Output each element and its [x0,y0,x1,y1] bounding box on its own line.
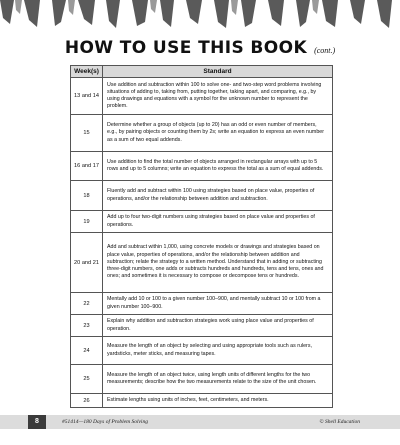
column-header-weeks: Week(s) [71,66,103,78]
decorative-stripe-band [0,0,400,30]
table-row [71,115,333,152]
week-cell: 16 and 17 [71,152,103,181]
table-row [71,152,333,181]
standard-cell: Add up to four two-digit numbers using strategies based on place value and properties of operations. [103,211,333,233]
table-row [71,233,333,293]
week-cell: 26 [71,394,103,408]
table-row [71,365,333,394]
standard-cell: Determine whether a group of objects (up to 20) has an odd or even number of members, e.g., by pairing objects or counting them by 2s; write an equation to express an even number as a sum of two equal addends. [103,115,333,152]
standard-cell: Measure the length of an object twice, using length units of different lengths for the two measurements; describe how the two measurements relate to the size of the unit chosen. [103,365,333,394]
table-row [71,211,333,233]
week-cell: 18 [71,181,103,211]
week-cell: 22 [71,293,103,315]
standard-cell: Use addition to find the total number of objects arranged in rectangular arrays with up to 5 rows and up to 5 columns; write an equation to express the total as a sum of equal addends. [103,152,333,181]
table-row [71,181,333,211]
title-main-text: HOW TO USE THIS BOOK [64,38,308,58]
page-title [0,38,400,58]
week-cell: 13 and 14 [71,78,103,115]
week-cell: 19 [71,211,103,233]
table-row [71,78,333,115]
week-cell: 25 [71,365,103,394]
standard-cell: Explain why addition and subtraction strategies work using place value and properties of operation. [103,315,333,337]
page-number: 8 [28,415,46,429]
standard-cell: Estimate lengths using units of inches, feet, centimeters, and meters. [103,394,333,408]
footer-publisher: © Shell Education [319,419,360,425]
standard-cell: Measure the length of an object by selecting and using appropriate tools such as rulers, yardsticks, meter sticks, and measuring tapes. [103,337,333,365]
week-cell: 23 [71,315,103,337]
page-footer [0,415,400,429]
table-header-row [71,66,333,78]
title-continued-note: (cont.) [314,46,336,55]
standard-cell: Add and subtract within 1,000, using concrete models or drawings and strategies based on place value, properties of operations, and/or the relationship between addition and subtraction; relate the strategy to a written method. Understand that in adding or subtracting three-digit numbers, one adds or subtracts hundreds and hundreds, tens and tens, ones and ones; and sometimes it is necessary to compose or decompose tens or hundreds. [103,233,333,293]
stripe-pattern-graphic [0,0,400,30]
week-cell: 24 [71,337,103,365]
table-row [71,315,333,337]
week-cell: 20 and 21 [71,233,103,293]
table-row [71,394,333,408]
week-cell: 15 [71,115,103,152]
standard-cell: Use addition and subtraction within 100 to solve one- and two-step word problems involving situations of adding to, taking from, putting together, taking apart, and comparing, e.g., by using drawings and equations with a symbol for the unknown number to represent the problem. [103,78,333,115]
column-header-standard: Standard [103,66,333,78]
footer-book-title: #51414—180 Days of Problem Solving [62,419,148,425]
standard-cell: Fluently add and subtract within 100 using strategies based on place value, properties of operations, and/or the relationship between addition and subtraction. [103,181,333,211]
standard-cell: Mentally add 10 or 100 to a given number 100–900, and mentally subtract 10 or 100 from a given number 100–900. [103,293,333,315]
table-row [71,337,333,365]
table-row [71,293,333,315]
standards-table [70,65,333,408]
